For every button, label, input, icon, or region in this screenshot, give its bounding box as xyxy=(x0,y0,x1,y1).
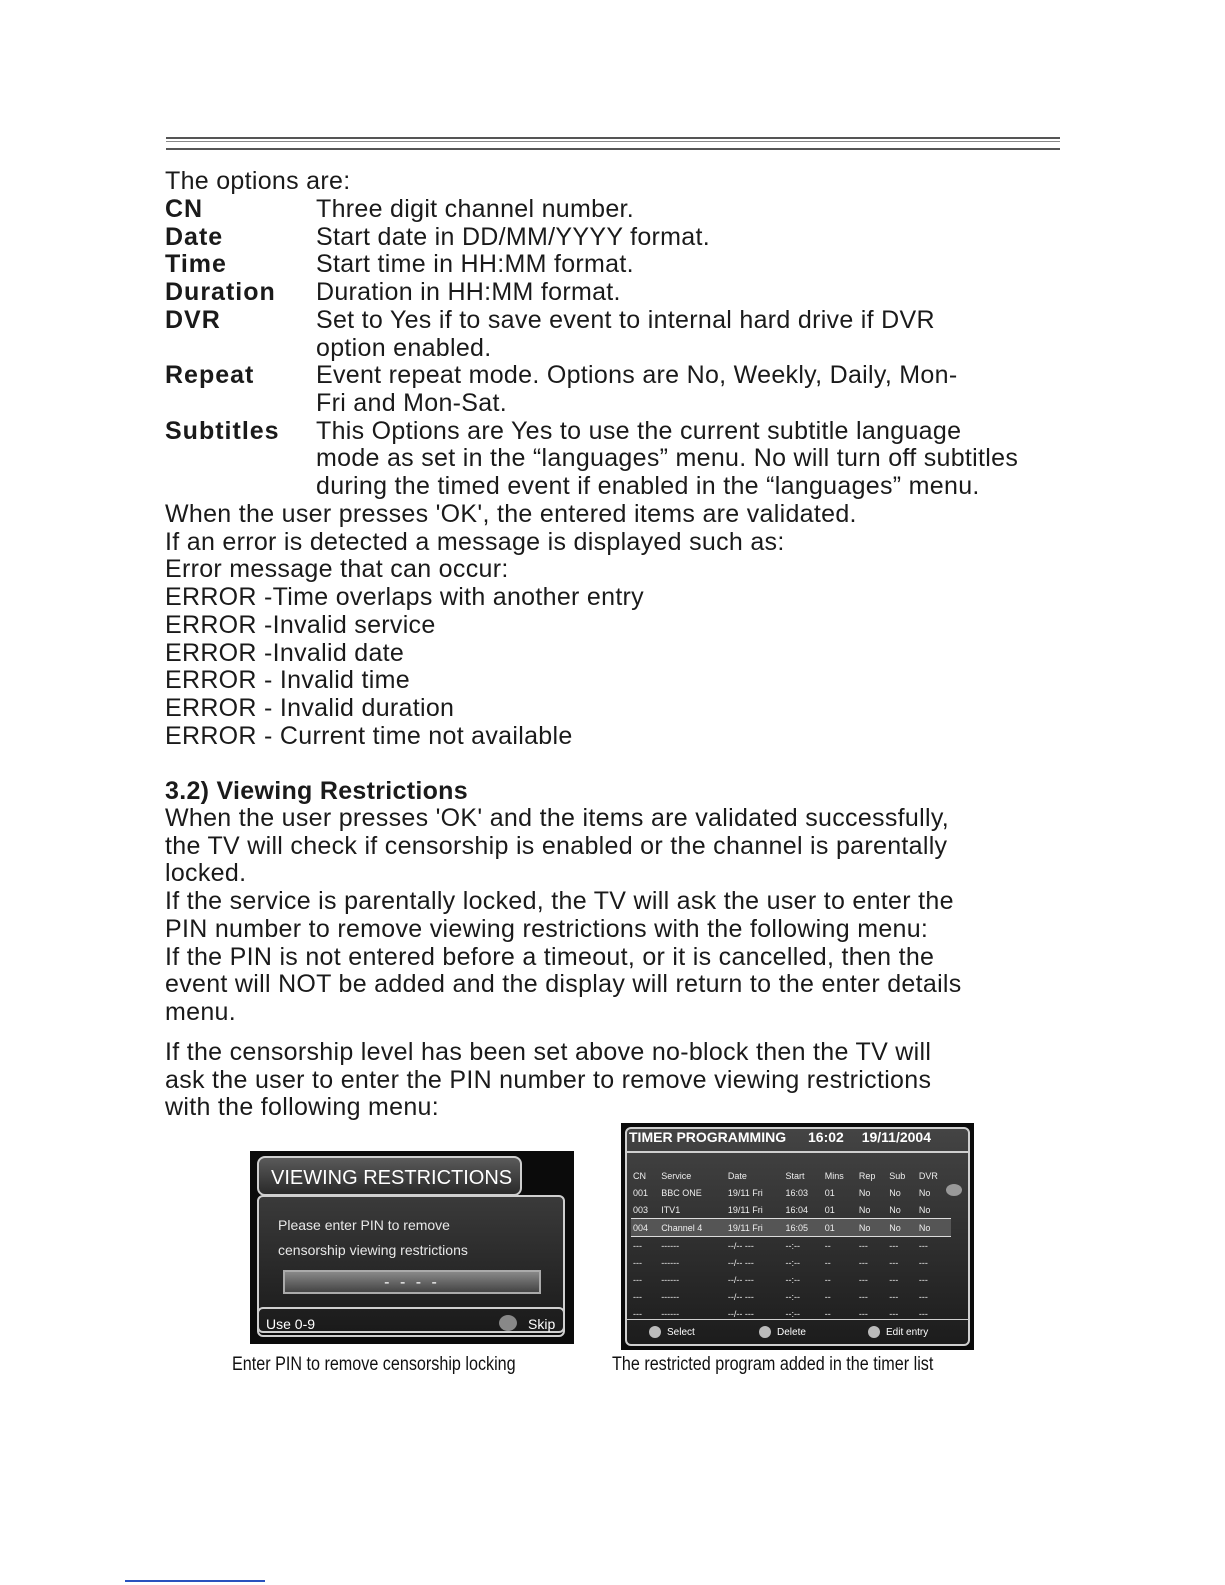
validation-line: Error message that can occur: xyxy=(165,555,509,584)
validation-line: When the user presses 'OK', the entered items are validated. xyxy=(165,500,857,528)
option-description xyxy=(316,279,621,307)
header-rule xyxy=(166,137,1060,150)
paragraph-line: ask the user to enter the PIN number to remove viewing restrictions xyxy=(165,1065,932,1094)
table-cell: --- xyxy=(633,1240,642,1251)
option-description-line: Event repeat mode. Options are No, Weekly, Daily, Mon- xyxy=(316,361,958,390)
paragraph-line: If the PIN is not entered before a timeout, or it is cancelled, then the xyxy=(165,942,935,971)
table-cell: --- xyxy=(918,1291,928,1302)
table-cell: --- xyxy=(918,1308,928,1319)
option-row xyxy=(165,307,1018,362)
option-row xyxy=(165,196,1018,224)
table-cell: --- xyxy=(633,1291,642,1302)
paragraph-line: When the user presses 'OK' and the items are validated successfully, xyxy=(165,804,950,832)
table-cell: --- xyxy=(858,1257,868,1268)
column-header: Rep xyxy=(858,1170,876,1181)
table-cell: --- xyxy=(858,1240,868,1251)
table-cell: 004 xyxy=(631,1219,659,1237)
table-cell: ------ xyxy=(661,1291,680,1302)
option-term: Duration xyxy=(165,278,276,307)
column-header: Mins xyxy=(824,1170,844,1181)
option-description-line: Start time in HH:MM format. xyxy=(316,250,634,279)
record-icon xyxy=(946,1184,962,1196)
option-term: Subtitles xyxy=(165,416,280,445)
table-cell: ------ xyxy=(661,1308,680,1319)
table-cell: 001 xyxy=(633,1187,649,1198)
option-description xyxy=(316,224,710,252)
table-cell: -- xyxy=(824,1291,831,1302)
table-cell: --- xyxy=(633,1257,642,1268)
table-cell: -- xyxy=(824,1308,831,1319)
validation-line: ERROR -Invalid date xyxy=(165,638,405,667)
table-row[interactable] xyxy=(631,1271,951,1288)
section-heading: 3.2) Viewing Restrictions xyxy=(165,777,468,805)
table-cell: --- xyxy=(918,1240,928,1251)
dialog-message-line-2: censorship viewing restrictions xyxy=(278,1242,468,1258)
option-description xyxy=(316,307,935,362)
options-list xyxy=(165,196,1018,501)
paragraph-line: with the following menu: xyxy=(165,1093,440,1122)
table-cell: --:-- xyxy=(785,1274,800,1285)
column-header: CN xyxy=(633,1170,646,1181)
table-cell: No xyxy=(917,1219,951,1237)
timer-date: 19/11/2004 xyxy=(861,1129,931,1145)
paragraph-line: event will NOT be added and the display will return to the enter details xyxy=(165,970,962,999)
dialog-message-line-1: Please enter PIN to remove xyxy=(278,1217,450,1233)
info-icon xyxy=(649,1326,661,1338)
option-description-line: Three digit channel number. xyxy=(316,195,635,223)
validation-text xyxy=(165,501,857,750)
table-cell: --/-- --- xyxy=(727,1308,754,1319)
table-cell: --/-- --- xyxy=(727,1291,754,1302)
table-cell: --- xyxy=(889,1240,899,1251)
table-cell: 16:04 xyxy=(785,1204,808,1215)
table-cell: 003 xyxy=(633,1204,649,1215)
option-description-line: Duration in HH:MM format. xyxy=(316,278,621,307)
table-cell: -- xyxy=(824,1240,831,1251)
table-cell: --- xyxy=(633,1308,642,1319)
table-cell: ------ xyxy=(661,1240,680,1251)
table-row[interactable] xyxy=(631,1184,951,1201)
paragraph-line: PIN number to remove viewing restrictions with the following menu: xyxy=(165,914,929,943)
table-cell: --:-- xyxy=(785,1257,800,1268)
dialog-title: VIEWING RESTRICTIONS xyxy=(257,1156,522,1196)
table-cell: --/-- --- xyxy=(727,1257,754,1268)
table-cell: --:-- xyxy=(785,1291,800,1302)
validation-line: ERROR - Current time not available xyxy=(165,721,573,750)
footer-divider xyxy=(625,1319,970,1320)
option-description-line: Start date in DD/MM/YYYY format. xyxy=(316,222,710,251)
section-paragraph-2 xyxy=(165,1039,931,1122)
hint-label: Use 0-9 xyxy=(266,1316,316,1332)
option-row xyxy=(165,224,1018,252)
table-cell: No xyxy=(858,1204,871,1215)
table-cell: No xyxy=(918,1204,931,1215)
table-cell: No xyxy=(858,1187,871,1198)
table-cell: No xyxy=(889,1187,901,1198)
option-description-line: This Options are Yes to use the current subtitle language xyxy=(316,416,962,445)
skip-button-icon xyxy=(499,1315,517,1331)
edit-entry-button[interactable]: Edit entry xyxy=(886,1327,929,1338)
option-description-line: option enabled. xyxy=(316,333,492,362)
table-row[interactable] xyxy=(631,1237,951,1255)
delete-button-icon xyxy=(759,1326,771,1338)
select-button[interactable]: Select xyxy=(667,1327,695,1338)
caption-left: Enter PIN to remove censorship locking xyxy=(232,1354,516,1375)
table-cell: --- xyxy=(858,1274,868,1285)
table-cell: No xyxy=(889,1204,901,1215)
table-cell: No xyxy=(857,1219,887,1237)
table-cell: 19/11 Fri xyxy=(727,1204,763,1215)
skip-button[interactable]: Skip xyxy=(528,1316,556,1332)
table-row[interactable] xyxy=(631,1288,951,1305)
table-cell: --- xyxy=(918,1274,928,1285)
section-paragraph-1 xyxy=(165,805,962,1027)
table-cell: ITV1 xyxy=(661,1204,681,1215)
table-cell: No xyxy=(918,1187,931,1198)
table-cell: --- xyxy=(633,1274,642,1285)
option-description xyxy=(316,418,1018,501)
column-header: Sub xyxy=(889,1170,906,1181)
option-description-line: during the timed event if enabled in the “languages” menu. xyxy=(316,472,980,501)
table-cell: 16:05 xyxy=(783,1219,822,1237)
viewing-restrictions-screenshot xyxy=(250,1151,574,1344)
option-description-line: Set to Yes if to save event to internal hard drive if DVR xyxy=(316,305,935,334)
option-description xyxy=(316,251,634,279)
validation-line: If an error is detected a message is displayed such as: xyxy=(165,527,785,556)
table-row[interactable] xyxy=(631,1254,951,1271)
option-term: CN xyxy=(165,195,204,223)
column-header: DVR xyxy=(918,1170,938,1181)
option-term: Date xyxy=(165,222,224,251)
pin-input[interactable]: - - - - xyxy=(283,1270,541,1294)
paragraph-line: locked. xyxy=(165,859,247,888)
paragraph-line: the TV will check if censorship is enabled or the channel is parentally xyxy=(165,831,948,860)
table-cell: Channel 4 xyxy=(659,1219,726,1237)
option-row xyxy=(165,418,1018,501)
validation-line: ERROR - Invalid time xyxy=(165,666,410,695)
table-cell: ------ xyxy=(661,1257,680,1268)
dialog-message xyxy=(278,1213,468,1263)
column-header: Start xyxy=(785,1170,805,1181)
paragraph-line: If the service is parentally locked, the TV will ask the user to enter the xyxy=(165,887,954,916)
table-cell: 01 xyxy=(824,1204,835,1215)
column-header: Service xyxy=(661,1170,692,1181)
column-header: Date xyxy=(727,1170,747,1181)
table-cell: --- xyxy=(858,1291,868,1302)
table-cell: --- xyxy=(918,1257,928,1268)
delete-button[interactable]: Delete xyxy=(777,1327,806,1338)
option-row xyxy=(165,362,1018,417)
timer-header xyxy=(629,1129,931,1145)
timer-programming-screenshot xyxy=(621,1123,974,1350)
validation-line: ERROR -Time overlaps with another entry xyxy=(165,583,644,612)
timer-table-header xyxy=(631,1167,951,1184)
table-cell: --- xyxy=(889,1291,899,1302)
table-cell: No xyxy=(887,1219,917,1237)
table-cell: --- xyxy=(889,1274,899,1285)
table-cell: -- xyxy=(824,1274,831,1285)
table-cell: BBC ONE xyxy=(661,1187,702,1198)
option-description xyxy=(316,362,957,417)
validation-line: ERROR -Invalid service xyxy=(165,610,436,639)
table-cell: --/-- --- xyxy=(727,1274,754,1285)
edit-icon xyxy=(868,1326,880,1338)
paragraph-line: menu. xyxy=(165,997,236,1026)
options-intro: The options are: xyxy=(165,167,351,195)
option-description xyxy=(316,196,634,224)
table-cell: 01 xyxy=(823,1219,857,1237)
option-row xyxy=(165,279,1018,307)
table-cell: -- xyxy=(824,1257,831,1268)
option-term: Repeat xyxy=(165,361,255,390)
table-cell: --- xyxy=(889,1257,899,1268)
table-row[interactable] xyxy=(631,1201,951,1219)
option-row xyxy=(165,251,1018,279)
option-term: Time xyxy=(165,250,227,279)
table-row[interactable] xyxy=(631,1219,951,1237)
table-cell: --- xyxy=(858,1308,868,1319)
table-cell: --:-- xyxy=(785,1240,800,1251)
table-cell: --:-- xyxy=(785,1308,800,1319)
table-cell: --- xyxy=(889,1308,899,1319)
table-cell: 19/11 Fri xyxy=(727,1187,763,1198)
validation-line: ERROR - Invalid duration xyxy=(165,693,455,722)
caption-right: The restricted program added in the timer list xyxy=(612,1354,934,1375)
footer-link-line xyxy=(125,1580,265,1582)
option-term: DVR xyxy=(165,305,221,334)
option-description-line: Fri and Mon-Sat. xyxy=(316,388,507,417)
table-cell: 01 xyxy=(824,1187,835,1198)
table-cell: --/-- --- xyxy=(727,1240,754,1251)
table-cell: ------ xyxy=(661,1274,680,1285)
table-cell: 16:03 xyxy=(785,1187,808,1198)
paragraph-line: If the censorship level has been set above no-block then the TV will xyxy=(165,1038,932,1066)
timer-table xyxy=(631,1167,951,1322)
table-cell: 19/11 Fri xyxy=(726,1219,784,1237)
timer-title: TIMER PROGRAMMING xyxy=(629,1129,787,1145)
header-divider xyxy=(625,1151,970,1153)
timer-clock: 16:02 xyxy=(808,1129,844,1145)
option-description-line: mode as set in the “languages” menu. No will turn off subtitles xyxy=(316,444,1019,473)
